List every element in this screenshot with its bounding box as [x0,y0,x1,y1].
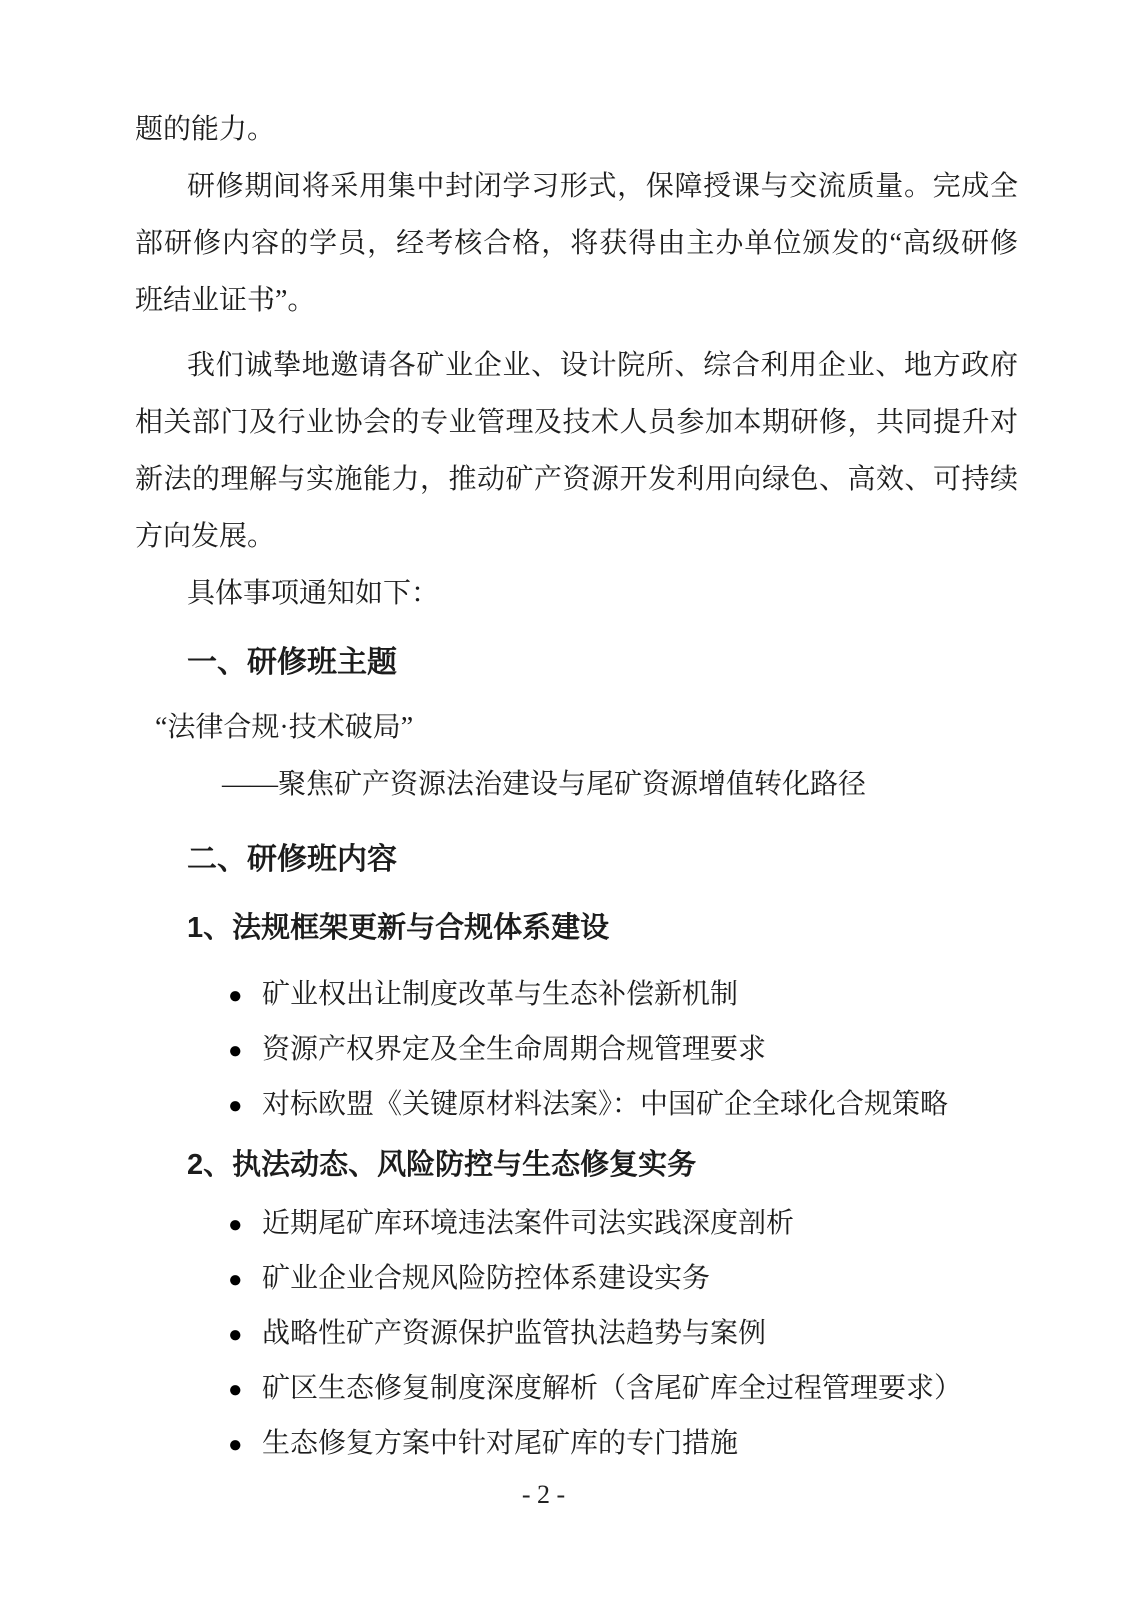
bullet-item [135,1307,1018,1362]
bullet-text: 对标欧盟《关键原材料法案》：中国矿企全球化合规策略 [262,1089,949,1120]
bullet-text: 矿业权出让制度改革与生态补偿新机制 [262,979,739,1010]
bullet-icon: ● [228,1038,243,1064]
bullet-item [135,1078,1018,1133]
paragraph-invite-line-4: 方向发展。 [135,521,276,552]
bullet-text: 资源产权界定及全生命周期合规管理要求 [262,1034,767,1065]
paragraph-training-line-3: 班结业证书”。 [135,285,316,316]
bullet-item [135,1023,1018,1078]
carryover-line: 题的能力。 [135,114,276,145]
bullet-icon: ● [228,1432,243,1458]
page-content [135,101,1018,1516]
bullet-icon: ● [228,1267,243,1293]
page-number: - 2 - [521,1480,566,1509]
bullet-icon: ● [228,1093,243,1119]
topic-1-title: 1、法规框架更新与合规体系建设 [187,912,610,944]
bullet-item [135,1252,1018,1307]
paragraph-invite-line-1: 我们诚挚地邀请各矿业企业、设计院所、综合利用企业、地方政府 [187,350,1018,381]
bullet-text: 近期尾矿库环境违法案件司法实践深度剖析 [262,1208,795,1239]
bullet-item [135,1362,1018,1417]
theme-subtitle: ——聚焦矿产资源法治建设与尾矿资源增值转化路径 [222,769,867,800]
topic-2-title: 2、执法动态、风险防控与生态修复实务 [187,1149,697,1181]
bullet-icon: ● [228,1322,243,1348]
paragraph-training-line-1: 研修期间将采用集中封闭学习形式，保障授课与交流质量。完成全 [187,171,1018,202]
bullet-text: 矿区生态修复制度深度解析（含尾矿库全过程管理要求） [262,1373,963,1404]
bullet-item [135,1417,1018,1472]
bullet-icon: ● [228,1212,243,1238]
bullet-text: 矿业企业合规风险防控体系建设实务 [262,1263,711,1294]
bullet-item [135,968,1018,1023]
section-2-heading: 二、研修班内容 [187,843,397,876]
bullet-icon: ● [228,983,243,1009]
theme-quote: “法律合规·技术破局” [155,712,414,743]
bullet-text: 生态修复方案中针对尾矿库的专门措施 [262,1428,739,1459]
bullet-item [135,1197,1018,1252]
paragraph-invite-line-2: 相关部门及行业协会的专业管理及技术人员参加本期研修，共同提升对 [135,407,1018,438]
paragraph-invite-line-3: 新法的理解与实施能力，推动矿产资源开发利用向绿色、高效、可持续 [135,464,1018,495]
notice-line: 具体事项通知如下： [187,578,440,609]
bullet-text: 战略性矿产资源保护监管执法趋势与案例 [262,1318,767,1349]
section-1-heading: 一、研修班主题 [187,646,397,679]
bullet-icon: ● [228,1377,243,1403]
paragraph-training-line-2: 部研修内容的学员，经考核合格，将获得由主办单位颁发的“高级研修 [135,228,1018,259]
